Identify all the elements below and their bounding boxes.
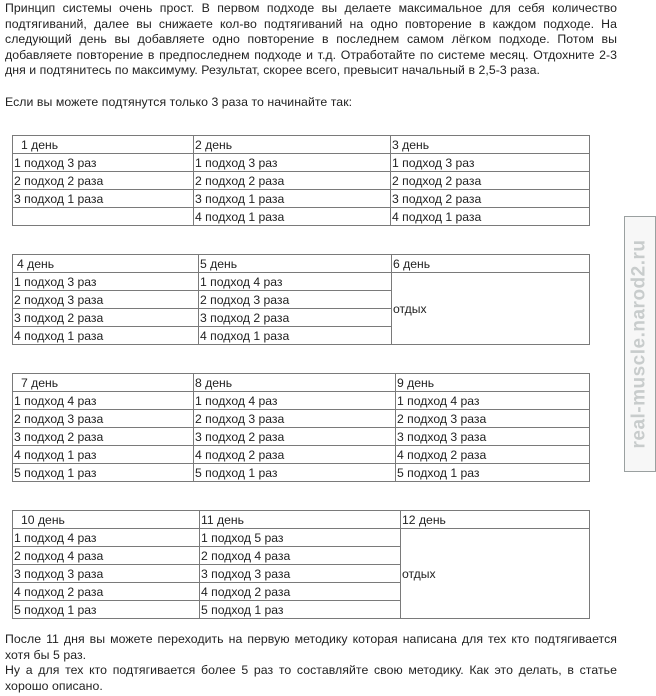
table-row <box>13 464 590 482</box>
day-header: 1 день <box>13 136 194 154</box>
table-header-row <box>13 136 590 154</box>
table-cell: 2 подход 2 раза <box>13 172 194 190</box>
table-cell: 4 подход 2 раза <box>200 583 401 601</box>
table-cell: 4 подход 1 раза <box>194 208 391 226</box>
outro-paragraph: После 11 дня вы можете переходить на первую методику которая написана для тех кто подтягивается хотя бы 5 раз. <box>5 632 617 662</box>
table-cell: 3 подход 2 раза <box>13 309 199 327</box>
table-row <box>13 208 590 226</box>
day-header: 11 день <box>200 511 401 529</box>
schedule-table-days-7-9 <box>12 373 590 482</box>
table-cell: 1 подход 4 раз <box>13 392 194 410</box>
rest-day-cell: отдых <box>401 529 590 619</box>
table-cell: 3 подход 3 раза <box>200 565 401 583</box>
day-header: 7 день <box>13 374 194 392</box>
table-cell: 1 подход 4 раз <box>194 392 396 410</box>
table-cell: 2 подход 3 раза <box>194 410 396 428</box>
table-cell: 2 подход 2 раза <box>194 172 391 190</box>
intro-paragraph: Принцип системы очень прост. В первом подходе вы делаете максимальное для себя количество подтягиваний, далее вы снижаете кол-во подтягиваний на одно повторение в каждом подходе. На следующий день вы добавляете одно повторение в последнем самом лёгком подходе. Потом вы добавляете повторение в предпоследнем подходе и т.д. Отработайте по системе месяц. Отдохните 2-3 дня и подтянитесь по максимуму. Результат, скорее всего, превысит начальный в 2,5-3 раза. <box>5 1 617 78</box>
table-cell: 1 подход 5 раз <box>200 529 401 547</box>
table-cell: 5 подход 1 раз <box>396 464 590 482</box>
day-header: 6 день <box>392 255 590 273</box>
schedule-table-days-1-3 <box>12 135 590 226</box>
table-cell: 2 подход 2 раза <box>391 172 590 190</box>
table-cell: 2 подход 3 раза <box>13 291 199 309</box>
day-header: 10 день <box>13 511 200 529</box>
rest-day-cell: отдых <box>392 273 590 345</box>
table-header-row <box>13 511 590 529</box>
table-row <box>13 273 590 291</box>
table-row <box>13 428 590 446</box>
schedule-table-days-4-6 <box>12 254 590 345</box>
table-cell: 4 подход 2 раза <box>194 446 396 464</box>
table-cell: 3 подход 3 раза <box>396 428 590 446</box>
day-header: 9 день <box>396 374 590 392</box>
table-row <box>13 190 590 208</box>
table-cell: 1 подход 4 раз <box>199 273 392 291</box>
table-cell: 5 подход 1 раз <box>13 601 200 619</box>
outro-paragraph-2: Ну а для тех кто подтягивается более 5 раз то составляйте свою методику. Как это делать, в статье хорошо описано. <box>5 663 617 693</box>
day-header: 4 день <box>13 255 199 273</box>
table-row <box>13 529 590 547</box>
table-row <box>13 446 590 464</box>
watermark-text: real-muscle.narod2.ru <box>629 239 650 449</box>
day-header: 8 день <box>194 374 396 392</box>
table-cell: 4 подход 1 раз <box>13 446 194 464</box>
table-cell: 4 подход 2 раза <box>13 583 200 601</box>
table-row <box>13 172 590 190</box>
table-header-row <box>13 374 590 392</box>
table-cell: 5 подход 1 раз <box>194 464 396 482</box>
table-cell: 4 подход 1 раза <box>13 327 199 345</box>
table-cell: 2 подход 3 раза <box>13 410 194 428</box>
table-cell: 3 подход 3 раза <box>13 565 200 583</box>
day-header: 2 день <box>194 136 391 154</box>
table-cell: 3 подход 2 раза <box>194 428 396 446</box>
table-cell: 2 подход 3 раза <box>199 291 392 309</box>
table-row <box>13 392 590 410</box>
table-cell: 2 подход 4 раза <box>200 547 401 565</box>
day-header: 3 день <box>391 136 590 154</box>
site-watermark <box>624 216 656 472</box>
day-header: 12 день <box>401 511 590 529</box>
day-header: 5 день <box>199 255 392 273</box>
table-cell: 1 подход 3 раз <box>13 273 199 291</box>
table-cell: 1 подход 3 раз <box>194 154 391 172</box>
table-cell: 4 подход 2 раза <box>396 446 590 464</box>
outro-block <box>5 632 617 694</box>
table-cell: 3 подход 1 раза <box>13 190 194 208</box>
lead-paragraph: Если вы можете подтянутся только 3 раза то начинайте так: <box>5 95 353 109</box>
table-row <box>13 154 590 172</box>
table-cell: 4 подход 1 раза <box>199 327 392 345</box>
table-cell: 1 подход 4 раз <box>13 529 200 547</box>
table-cell: 2 подход 4 раза <box>13 547 200 565</box>
table-cell: 1 подход 3 раз <box>13 154 194 172</box>
table-row <box>13 410 590 428</box>
table-cell: 5 подход 1 раз <box>13 464 194 482</box>
table-cell: 3 подход 2 раза <box>199 309 392 327</box>
table-cell: 3 подход 1 раза <box>194 190 391 208</box>
table-cell-empty <box>13 208 194 226</box>
table-cell: 3 подход 2 раза <box>13 428 194 446</box>
table-cell: 5 подход 1 раз <box>200 601 401 619</box>
table-header-row <box>13 255 590 273</box>
table-cell: 1 подход 4 раз <box>396 392 590 410</box>
table-cell: 1 подход 3 раз <box>391 154 590 172</box>
table-cell: 4 подход 1 раза <box>391 208 590 226</box>
table-cell: 2 подход 3 раза <box>396 410 590 428</box>
schedule-table-days-10-12 <box>12 510 590 619</box>
table-cell: 3 подход 2 раза <box>391 190 590 208</box>
